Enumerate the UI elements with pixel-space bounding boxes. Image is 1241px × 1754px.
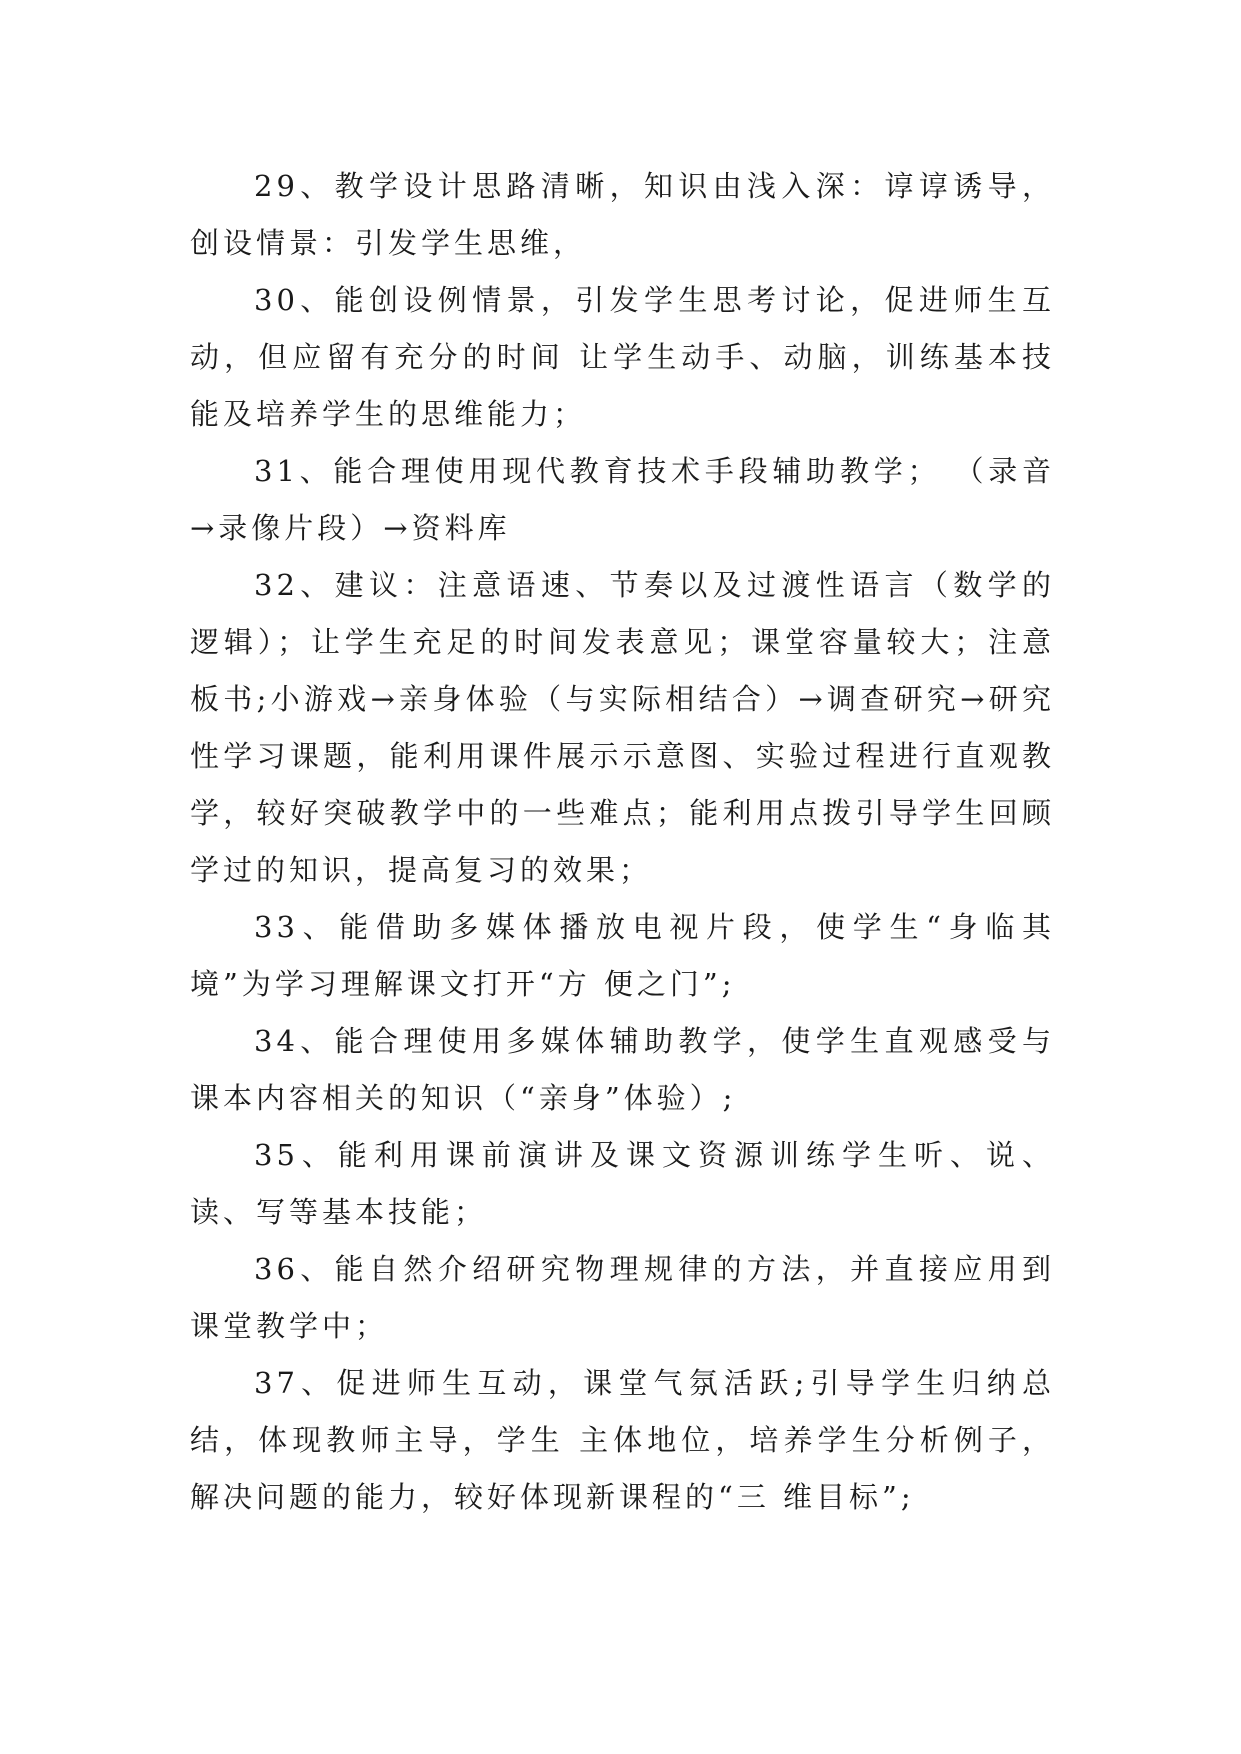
paragraph-37: 37、促进师生互动，课堂气氛活跃;引导学生归纳总结，体现教师主导，学生 主体地位，培养学生分析例子，解决问题的能力，较好体现新课程的“三 维目标”; xyxy=(190,1366,1055,1514)
paragraph-36: 36、能自然介绍研究物理规律的方法，并直接应用到课堂教学中； xyxy=(190,1252,1055,1343)
paragraph-34: 34、能合理使用多媒体辅助教学，使学生直观感受与课本内容相关的知识（“亲身”体验）; xyxy=(190,1024,1055,1115)
paragraph-33: 33、能借助多媒体播放电视片段，使学生“身临其境”为学习理解课文打开“方 便之门”; xyxy=(190,910,1055,1001)
paragraph-30: 30、能创设例情景，引发学生思考讨论，促进师生互动，但应留有充分的时间 让学生动手、动脑，训练基本技能及培养学生的思维能力； xyxy=(190,283,1055,431)
paragraph-31: 31、能合理使用现代教育技术手段辅助教学； （录音→录像片段）→资料库 xyxy=(190,454,1055,545)
paragraph-35: 35、能利用课前演讲及课文资源训练学生听、说、读、写等基本技能； xyxy=(190,1138,1055,1229)
paragraph-29: 29、教学设计思路清晰，知识由浅入深：谆谆诱导，创设情景：引发学生思维， xyxy=(190,169,1055,260)
document-page xyxy=(190,158,1055,1526)
paragraph-32: 32、建议：注意语速、节奏以及过渡性语言（数学的逻辑）；让学生充足的时间发表意见；课堂容量较大；注意板书;小游戏→亲身体验（与实际相结合）→调查研究→研究性学习课题，能利用课件展示示意图、实验过程进行直观教学，较好突破教学中的一些难点；能利用点拨引导学生回顾学过的知识，提高复习的效果； xyxy=(190,568,1055,887)
